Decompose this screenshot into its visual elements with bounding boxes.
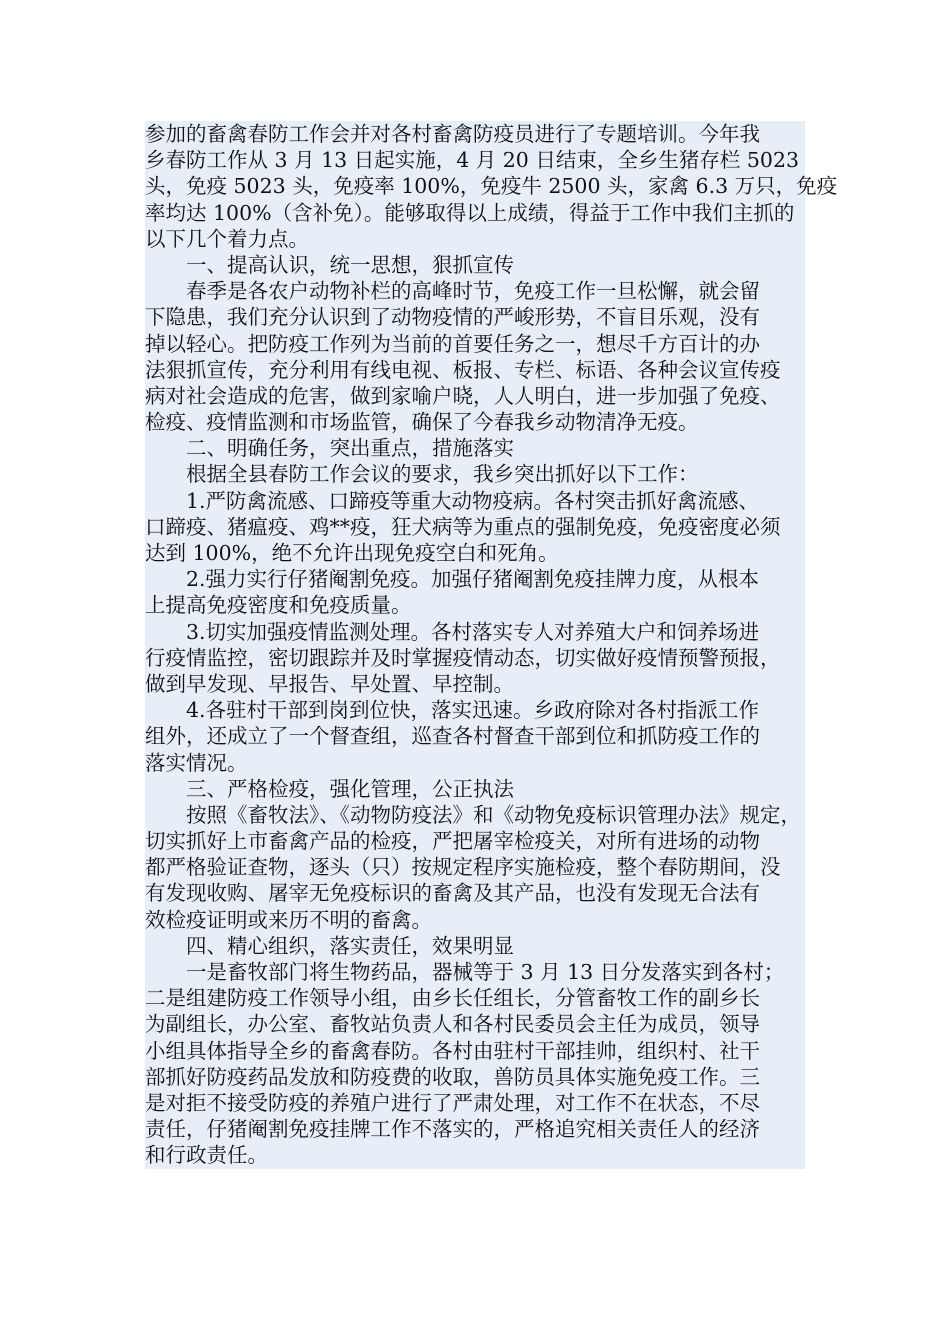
text-line: 掉以轻心。把防疫工作列为当前的首要任务之一，想尽千方百计的办 (145, 331, 805, 357)
text-line: 上提高免疫密度和免疫质量。 (145, 592, 805, 618)
text-line: 是对拒不接受防疫的养殖户进行了严肃处理，对工作不在状态，不尽 (145, 1090, 805, 1116)
text-line: 行疫情监控，密切跟踪并及时掌握疫情动态，切实做好疫情预警预报， (145, 645, 805, 671)
text-line: 责任，仔猪阉割免疫挂牌工作不落实的，严格追究相关责任人的经济 (145, 1116, 805, 1142)
paragraph-start-line: 四、精心组织，落实责任，效果明显 (145, 933, 805, 959)
document-body (145, 121, 838, 1169)
text-line: 做到早发现、早报告、早处置、早控制。 (145, 671, 805, 697)
paragraph-start-line: 根据全县春防工作会议的要求，我乡突出抓好以下工作： (145, 461, 805, 487)
text-line: 效检疫证明或来历不明的畜禽。 (145, 907, 805, 933)
paragraph-start-line: 一、提高认识，统一思想，狠抓宣传 (145, 252, 805, 278)
paragraph-start-line: 4.各驻村干部到岗到位快，落实迅速。乡政府除对各村指派工作 (145, 697, 805, 723)
text-line: 组外，还成立了一个督查组，巡查各村督查干部到位和抓防疫工作的 (145, 723, 805, 749)
text-line: 下隐患，我们充分认识到了动物疫情的严峻形势，不盲目乐观，没有 (145, 304, 805, 330)
paragraph-start-line: 2.强力实行仔猪阉割免疫。加强仔猪阉割免疫挂牌力度，从根本 (145, 566, 805, 592)
paragraph-start-line: 春季是各农户动物补栏的高峰时节，免疫工作一旦松懈，就会留 (145, 278, 805, 304)
text-line: 以下几个着力点。 (145, 226, 805, 252)
text-line: 切实抓好上市畜禽产品的检疫，严把屠宰检疫关，对所有进场的动物 (145, 828, 805, 854)
text-line: 率均达 100%（含补免）。能够取得以上成绩，得益于工作中我们主抓的 (145, 200, 805, 226)
text-line: 二是组建防疫工作领导小组，由乡长任组长，分管畜牧工作的副乡长 (145, 985, 805, 1011)
text-line: 小组具体指导全乡的畜禽春防。各村由驻村干部挂帅，组织村、社干 (145, 1038, 805, 1064)
text-line: 检疫、疫情监测和市场监管，确保了今春我乡动物清净无疫。 (145, 409, 805, 435)
text-line: 有发现收购、屠宰无免疫标识的畜禽及其产品，也没有发现无合法有 (145, 880, 805, 906)
text-line: 达到 100%，绝不允许出现免疫空白和死角。 (145, 540, 805, 566)
text-line: 口蹄疫、猪瘟疫、鸡**疫，狂犬病等为重点的强制免疫，免疫密度必须 (145, 514, 805, 540)
paragraph-start-line: 3.切实加强疫情监测处理。各村落实专人对养殖大户和饲养场进 (145, 619, 805, 645)
paragraph-start-line: 按照《畜牧法》、《动物防疫法》和《动物免疫标识管理办法》规定， (145, 802, 805, 828)
text-line: 乡春防工作从 3 月 13 日起实施，4 月 20 日结束，全乡生猪存栏 5023 (145, 147, 805, 173)
text-line: 为副组长，办公室、畜牧站负责人和各村民委员会主任为成员，领导 (145, 1011, 805, 1037)
paragraph-start-line: 二、明确任务，突出重点，措施落实 (145, 435, 805, 461)
text-line: 参加的畜禽春防工作会并对各村畜禽防疫员进行了专题培训。今年我 (145, 121, 805, 147)
text-line: 部抓好防疫药品发放和防疫费的收取，兽防员具体实施免疫工作。三 (145, 1064, 805, 1090)
text-line: 头，免疫 5023 头，免疫率 100%，免疫牛 2500 头，家禽 6.3 万只，免疫 (145, 174, 838, 199)
paragraph-start-line: 一是畜牧部门将生物药品，器械等于 3 月 13 日分发落实到各村； (145, 959, 805, 985)
text-line: 病对社会造成的危害，做到家喻户晓，人人明白，进一步加强了免疫、 (145, 383, 805, 409)
text-line: 落实情况。 (145, 750, 805, 776)
paragraph-start-line: 1.严防禽流感、口蹄疫等重大动物疫病。各村突击抓好禽流感、 (145, 488, 805, 514)
text-line: 和行政责任。 (145, 1142, 805, 1168)
text-line: 法狠抓宣传，充分利用有线电视、板报、专栏、标语、各种会议宣传疫 (145, 357, 805, 383)
text-line: 都严格验证查物，逐头（只）按规定程序实施检疫，整个春防期间，没 (145, 854, 805, 880)
paragraph-start-line: 三、严格检疫，强化管理，公正执法 (145, 776, 805, 802)
